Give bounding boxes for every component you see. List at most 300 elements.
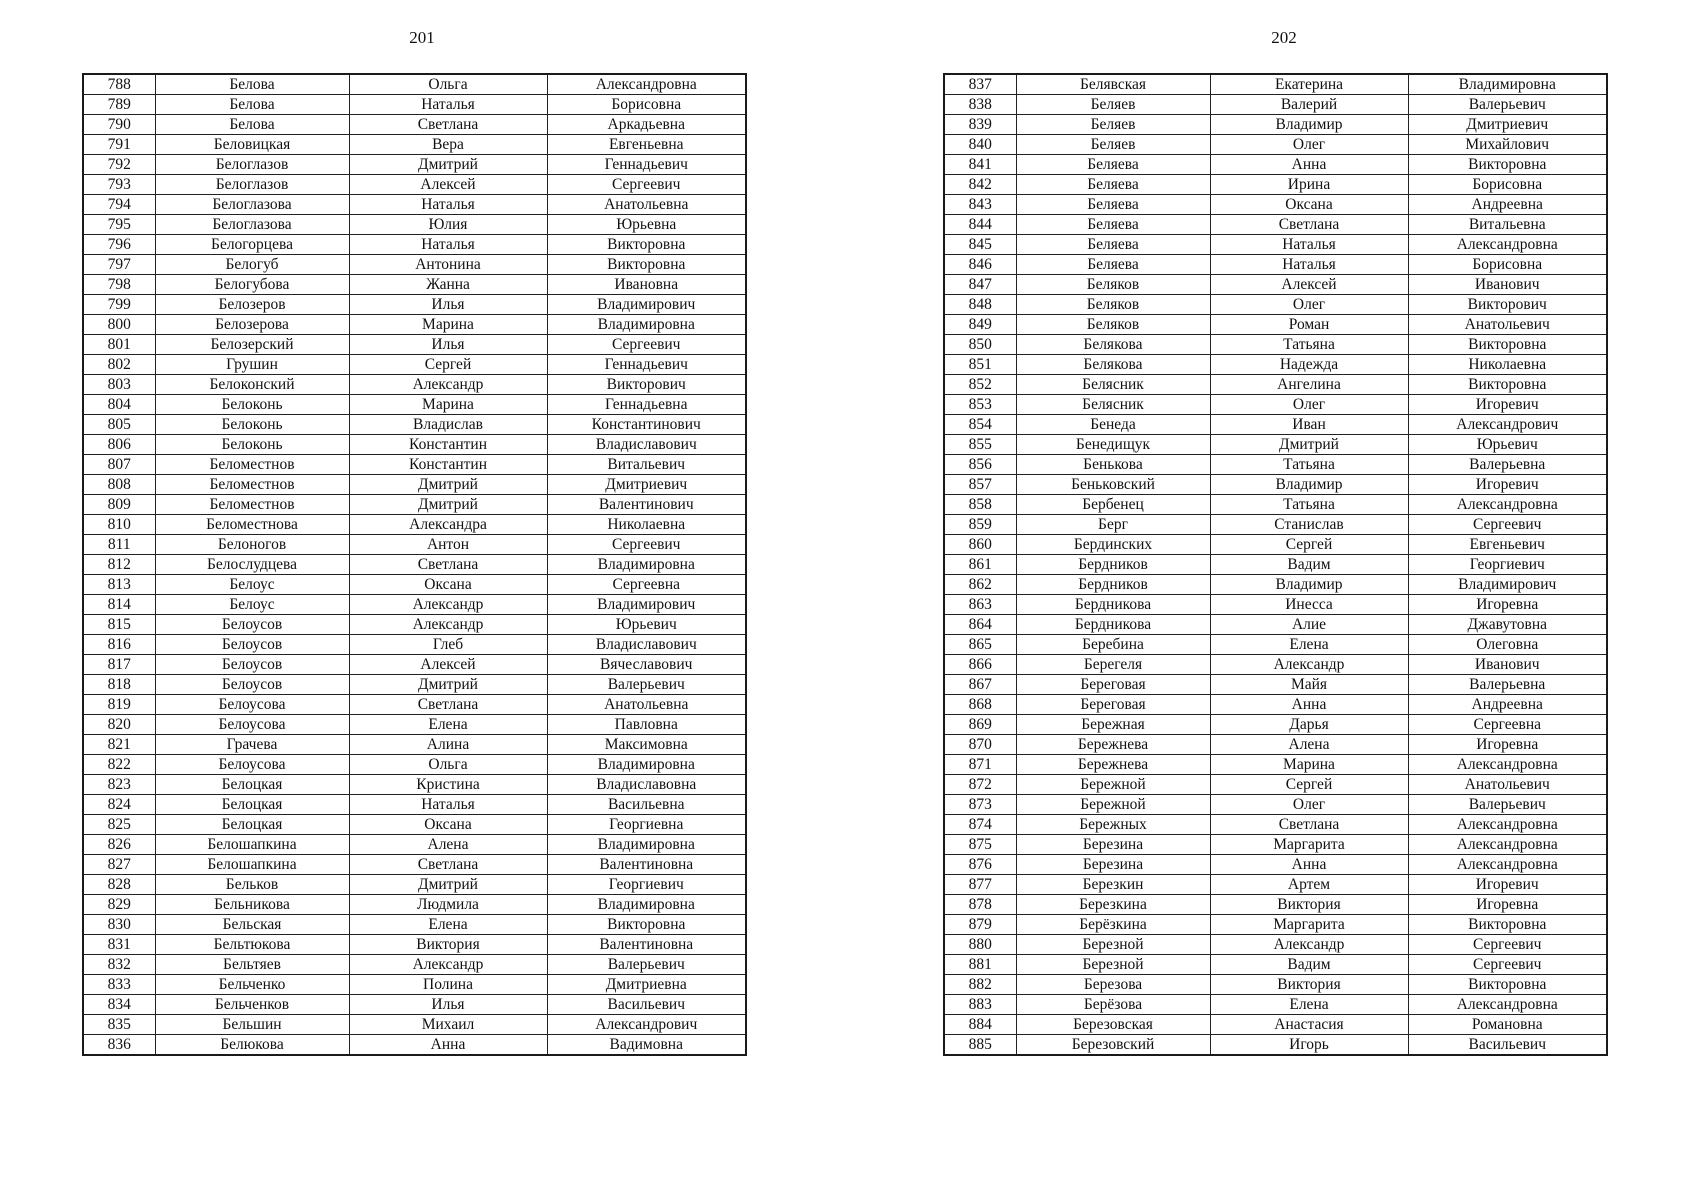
surname-cell: Белоглазов xyxy=(155,175,349,195)
table-row xyxy=(944,495,1607,515)
row-number-cell: 871 xyxy=(944,755,1016,775)
first-name-cell: Екатерина xyxy=(1210,74,1408,95)
first-name-cell: Александр xyxy=(349,955,547,975)
patronymic-cell: Викторовна xyxy=(1408,155,1607,175)
row-number-cell: 833 xyxy=(83,975,155,995)
row-number-cell: 868 xyxy=(944,695,1016,715)
surname-cell: Белогуб xyxy=(155,255,349,275)
surname-cell: Березина xyxy=(1016,835,1210,855)
row-number-cell: 834 xyxy=(83,995,155,1015)
table-row xyxy=(944,855,1607,875)
surname-cell: Березовский xyxy=(1016,1035,1210,1056)
table-row xyxy=(944,355,1607,375)
surname-cell: Белоус xyxy=(155,595,349,615)
surname-cell: Белюкова xyxy=(155,1035,349,1056)
table-row xyxy=(83,995,746,1015)
row-number-cell: 835 xyxy=(83,1015,155,1035)
table-row xyxy=(83,95,746,115)
first-name-cell: Владимир xyxy=(1210,475,1408,495)
table-row xyxy=(944,115,1607,135)
row-number-cell: 798 xyxy=(83,275,155,295)
first-name-cell: Анна xyxy=(1210,855,1408,875)
patronymic-cell: Александровна xyxy=(1408,815,1607,835)
patronymic-cell: Павловна xyxy=(547,715,746,735)
surname-cell: Беляева xyxy=(1016,195,1210,215)
row-number-cell: 837 xyxy=(944,74,1016,95)
row-number-cell: 811 xyxy=(83,535,155,555)
surname-cell: Белоконь xyxy=(155,415,349,435)
patronymic-cell: Георгиевич xyxy=(547,875,746,895)
patronymic-cell: Романовна xyxy=(1408,1015,1607,1035)
page-number-right: 202 xyxy=(1271,28,1297,47)
first-name-cell: Александр xyxy=(1210,655,1408,675)
table-row xyxy=(83,795,746,815)
first-name-cell: Маргарита xyxy=(1210,915,1408,935)
first-name-cell: Олег xyxy=(1210,295,1408,315)
first-name-cell: Дмитрий xyxy=(1210,435,1408,455)
table-row xyxy=(83,615,746,635)
surname-cell: Белоглазова xyxy=(155,195,349,215)
first-name-cell: Ирина xyxy=(1210,175,1408,195)
surname-cell: Бердникова xyxy=(1016,615,1210,635)
first-name-cell: Олег xyxy=(1210,135,1408,155)
first-name-cell: Артем xyxy=(1210,875,1408,895)
first-name-cell: Владимир xyxy=(1210,115,1408,135)
patronymic-cell: Анатольевич xyxy=(1408,315,1607,335)
table-row xyxy=(944,295,1607,315)
surname-cell: Белясник xyxy=(1016,395,1210,415)
surname-cell: Беньковский xyxy=(1016,475,1210,495)
table-row xyxy=(944,775,1607,795)
table-row xyxy=(944,255,1607,275)
first-name-cell: Константин xyxy=(349,435,547,455)
surname-cell: Белясник xyxy=(1016,375,1210,395)
first-name-cell: Юлия xyxy=(349,215,547,235)
table-row xyxy=(83,935,746,955)
patronymic-cell: Валерьевич xyxy=(1408,95,1607,115)
table-row xyxy=(83,315,746,335)
table-row xyxy=(83,195,746,215)
surname-cell: Бенедищук xyxy=(1016,435,1210,455)
table-row xyxy=(83,755,746,775)
patronymic-cell: Владиславович xyxy=(547,635,746,655)
surname-cell: Березина xyxy=(1016,855,1210,875)
surname-cell: Беляков xyxy=(1016,275,1210,295)
surname-cell: Белоконь xyxy=(155,395,349,415)
first-name-cell: Виктория xyxy=(1210,975,1408,995)
first-name-cell: Наталья xyxy=(349,795,547,815)
table-row xyxy=(83,215,746,235)
first-name-cell: Илья xyxy=(349,295,547,315)
patronymic-cell: Владимирович xyxy=(1408,575,1607,595)
row-number-cell: 853 xyxy=(944,395,1016,415)
first-name-cell: Марина xyxy=(1210,755,1408,775)
first-name-cell: Татьяна xyxy=(1210,495,1408,515)
first-name-cell: Анастасия xyxy=(1210,1015,1408,1035)
first-name-cell: Жанна xyxy=(349,275,547,295)
table-row xyxy=(944,315,1607,335)
surname-cell: Беляева xyxy=(1016,255,1210,275)
patronymic-cell: Михайлович xyxy=(1408,135,1607,155)
first-name-cell: Оксана xyxy=(349,815,547,835)
row-number-cell: 876 xyxy=(944,855,1016,875)
row-number-cell: 865 xyxy=(944,635,1016,655)
surname-cell: Белоусова xyxy=(155,715,349,735)
patronymic-cell: Владимировна xyxy=(547,315,746,335)
patronymic-cell: Валентиновна xyxy=(547,855,746,875)
surname-cell: Березной xyxy=(1016,955,1210,975)
table-row xyxy=(83,495,746,515)
patronymic-cell: Александровна xyxy=(1408,835,1607,855)
surname-cell: Бердников xyxy=(1016,575,1210,595)
first-name-cell: Маргарита xyxy=(1210,835,1408,855)
row-number-cell: 842 xyxy=(944,175,1016,195)
first-name-cell: Ольга xyxy=(349,755,547,775)
table-row xyxy=(944,235,1607,255)
table-row xyxy=(944,195,1607,215)
first-name-cell: Дмитрий xyxy=(349,675,547,695)
first-name-cell: Вадим xyxy=(1210,955,1408,975)
table-row xyxy=(83,735,746,755)
row-number-cell: 824 xyxy=(83,795,155,815)
table-row xyxy=(83,955,746,975)
roster-table-left xyxy=(82,73,747,1056)
patronymic-cell: Юрьевна xyxy=(547,215,746,235)
patronymic-cell: Викторовна xyxy=(1408,975,1607,995)
patronymic-cell: Евгеньевич xyxy=(1408,535,1607,555)
surname-cell: Белозеров xyxy=(155,295,349,315)
first-name-cell: Алексей xyxy=(1210,275,1408,295)
surname-cell: Бербенец xyxy=(1016,495,1210,515)
first-name-cell: Александр xyxy=(1210,935,1408,955)
row-number-cell: 836 xyxy=(83,1035,155,1056)
patronymic-cell: Георгиевич xyxy=(1408,555,1607,575)
surname-cell: Белоцкая xyxy=(155,815,349,835)
row-number-cell: 803 xyxy=(83,375,155,395)
patronymic-cell: Александрович xyxy=(1408,415,1607,435)
first-name-cell: Олег xyxy=(1210,795,1408,815)
table-row xyxy=(83,815,746,835)
patronymic-cell: Борисовна xyxy=(1408,255,1607,275)
surname-cell: Береговая xyxy=(1016,675,1210,695)
patronymic-cell: Андреевна xyxy=(1408,195,1607,215)
row-number-cell: 802 xyxy=(83,355,155,375)
table-row xyxy=(83,915,746,935)
first-name-cell: Наталья xyxy=(349,195,547,215)
first-name-cell: Илья xyxy=(349,335,547,355)
first-name-cell: Светлана xyxy=(349,695,547,715)
table-row xyxy=(83,895,746,915)
surname-cell: Белоусов xyxy=(155,655,349,675)
table-row xyxy=(944,575,1607,595)
first-name-cell: Антон xyxy=(349,535,547,555)
row-number-cell: 883 xyxy=(944,995,1016,1015)
patronymic-cell: Сергеевич xyxy=(547,535,746,555)
row-number-cell: 840 xyxy=(944,135,1016,155)
patronymic-cell: Аркадьевна xyxy=(547,115,746,135)
table-row xyxy=(83,1035,746,1056)
first-name-cell: Полина xyxy=(349,975,547,995)
surname-cell: Бенькова xyxy=(1016,455,1210,475)
surname-cell: Бельченков xyxy=(155,995,349,1015)
first-name-cell: Людмила xyxy=(349,895,547,915)
patronymic-cell: Александровна xyxy=(547,74,746,95)
table-row xyxy=(944,535,1607,555)
row-number-cell: 805 xyxy=(83,415,155,435)
table-row xyxy=(944,955,1607,975)
surname-cell: Беловицкая xyxy=(155,135,349,155)
table-row xyxy=(83,115,746,135)
surname-cell: Белякова xyxy=(1016,335,1210,355)
first-name-cell: Алена xyxy=(1210,735,1408,755)
surname-cell: Беляева xyxy=(1016,155,1210,175)
patronymic-cell: Вадимовна xyxy=(547,1035,746,1056)
patronymic-cell: Юрьевич xyxy=(547,615,746,635)
row-number-cell: 864 xyxy=(944,615,1016,635)
row-number-cell: 829 xyxy=(83,895,155,915)
table-row xyxy=(944,715,1607,735)
row-number-cell: 881 xyxy=(944,955,1016,975)
first-name-cell: Наталья xyxy=(349,235,547,255)
surname-cell: Беляева xyxy=(1016,175,1210,195)
surname-cell: Беломестнова xyxy=(155,515,349,535)
row-number-cell: 818 xyxy=(83,675,155,695)
first-name-cell: Иван xyxy=(1210,415,1408,435)
row-number-cell: 815 xyxy=(83,615,155,635)
patronymic-cell: Анатольевна xyxy=(547,195,746,215)
row-number-cell: 855 xyxy=(944,435,1016,455)
patronymic-cell: Валерьевич xyxy=(1408,795,1607,815)
surname-cell: Берг xyxy=(1016,515,1210,535)
table-row xyxy=(944,555,1607,575)
table-row xyxy=(83,395,746,415)
surname-cell: Белоусов xyxy=(155,675,349,695)
first-name-cell: Александр xyxy=(349,615,547,635)
patronymic-cell: Викторовна xyxy=(547,255,746,275)
table-row xyxy=(83,515,746,535)
first-name-cell: Дмитрий xyxy=(349,155,547,175)
first-name-cell: Дарья xyxy=(1210,715,1408,735)
surname-cell: Белоусова xyxy=(155,695,349,715)
surname-cell: Белозерский xyxy=(155,335,349,355)
surname-cell: Беляев xyxy=(1016,135,1210,155)
surname-cell: Беляева xyxy=(1016,235,1210,255)
row-number-cell: 850 xyxy=(944,335,1016,355)
surname-cell: Березовская xyxy=(1016,1015,1210,1035)
first-name-cell: Александр xyxy=(349,595,547,615)
patronymic-cell: Геннадьевич xyxy=(547,155,746,175)
patronymic-cell: Борисовна xyxy=(547,95,746,115)
surname-cell: Березова xyxy=(1016,975,1210,995)
table-row xyxy=(944,375,1607,395)
first-name-cell: Ольга xyxy=(349,74,547,95)
patronymic-cell: Сергеевич xyxy=(1408,935,1607,955)
roster-table-right xyxy=(943,73,1608,1056)
surname-cell: Бельков xyxy=(155,875,349,895)
surname-cell: Бельникова xyxy=(155,895,349,915)
patronymic-cell: Юрьевич xyxy=(1408,435,1607,455)
table-row xyxy=(83,255,746,275)
row-number-cell: 867 xyxy=(944,675,1016,695)
first-name-cell: Светлана xyxy=(1210,215,1408,235)
surname-cell: Белоусова xyxy=(155,755,349,775)
patronymic-cell: Геннадьевна xyxy=(547,395,746,415)
patronymic-cell: Александровна xyxy=(1408,755,1607,775)
patronymic-cell: Андреевна xyxy=(1408,695,1607,715)
row-number-cell: 848 xyxy=(944,295,1016,315)
table-row xyxy=(944,275,1607,295)
row-number-cell: 795 xyxy=(83,215,155,235)
table-row xyxy=(944,335,1607,355)
row-number-cell: 814 xyxy=(83,595,155,615)
surname-cell: Березкина xyxy=(1016,895,1210,915)
first-name-cell: Владимир xyxy=(1210,575,1408,595)
table-row xyxy=(944,455,1607,475)
table-row xyxy=(83,475,746,495)
surname-cell: Березной xyxy=(1016,935,1210,955)
patronymic-cell: Борисовна xyxy=(1408,175,1607,195)
patronymic-cell: Игоревич xyxy=(1408,395,1607,415)
row-number-cell: 825 xyxy=(83,815,155,835)
first-name-cell: Дмитрий xyxy=(349,875,547,895)
patronymic-cell: Иванович xyxy=(1408,655,1607,675)
surname-cell: Белоконь xyxy=(155,435,349,455)
table-row xyxy=(944,655,1607,675)
patronymic-cell: Джавутовна xyxy=(1408,615,1607,635)
row-number-cell: 879 xyxy=(944,915,1016,935)
surname-cell: Бердников xyxy=(1016,555,1210,575)
table-row xyxy=(944,615,1607,635)
surname-cell: Беломестнов xyxy=(155,475,349,495)
first-name-cell: Михаил xyxy=(349,1015,547,1035)
patronymic-cell: Евгеньевна xyxy=(547,135,746,155)
surname-cell: Белогубова xyxy=(155,275,349,295)
patronymic-cell: Геннадьевич xyxy=(547,355,746,375)
first-name-cell: Татьяна xyxy=(1210,455,1408,475)
first-name-cell: Наталья xyxy=(349,95,547,115)
table-row xyxy=(83,175,746,195)
first-name-cell: Валерий xyxy=(1210,95,1408,115)
row-number-cell: 841 xyxy=(944,155,1016,175)
first-name-cell: Оксана xyxy=(349,575,547,595)
row-number-cell: 885 xyxy=(944,1035,1016,1056)
table-row xyxy=(944,755,1607,775)
first-name-cell: Елена xyxy=(349,715,547,735)
patronymic-cell: Владимировна xyxy=(547,835,746,855)
patronymic-cell: Ивановна xyxy=(547,275,746,295)
patronymic-cell: Валентинович xyxy=(547,495,746,515)
table-row xyxy=(944,135,1607,155)
first-name-cell: Оксана xyxy=(1210,195,1408,215)
surname-cell: Бельченко xyxy=(155,975,349,995)
surname-cell: Белошапкина xyxy=(155,855,349,875)
row-number-cell: 812 xyxy=(83,555,155,575)
table-row xyxy=(944,1015,1607,1035)
patronymic-cell: Игоревна xyxy=(1408,735,1607,755)
patronymic-cell: Константинович xyxy=(547,415,746,435)
patronymic-cell: Сергеевич xyxy=(1408,955,1607,975)
patronymic-cell: Александрович xyxy=(547,1015,746,1035)
surname-cell: Грушин xyxy=(155,355,349,375)
row-number-cell: 794 xyxy=(83,195,155,215)
first-name-cell: Сергей xyxy=(1210,535,1408,555)
first-name-cell: Алие xyxy=(1210,615,1408,635)
table-row xyxy=(83,535,746,555)
table-row xyxy=(83,715,746,735)
surname-cell: Бережнева xyxy=(1016,735,1210,755)
table-row xyxy=(83,135,746,155)
row-number-cell: 819 xyxy=(83,695,155,715)
table-row xyxy=(83,835,746,855)
row-number-cell: 800 xyxy=(83,315,155,335)
surname-cell: Белоглазов xyxy=(155,155,349,175)
patronymic-cell: Васильевич xyxy=(1408,1035,1607,1056)
first-name-cell: Татьяна xyxy=(1210,335,1408,355)
surname-cell: Бережных xyxy=(1016,815,1210,835)
patronymic-cell: Александровна xyxy=(1408,995,1607,1015)
row-number-cell: 827 xyxy=(83,855,155,875)
surname-cell: Белоусов xyxy=(155,615,349,635)
page-number-left: 201 xyxy=(409,28,435,47)
first-name-cell: Марина xyxy=(349,315,547,335)
surname-cell: Бердникова xyxy=(1016,595,1210,615)
row-number-cell: 849 xyxy=(944,315,1016,335)
patronymic-cell: Иванович xyxy=(1408,275,1607,295)
patronymic-cell: Валерьевна xyxy=(1408,675,1607,695)
first-name-cell: Александр xyxy=(349,375,547,395)
patronymic-cell: Николаевна xyxy=(1408,355,1607,375)
surname-cell: Бережная xyxy=(1016,715,1210,735)
first-name-cell: Сергей xyxy=(349,355,547,375)
table-row xyxy=(944,895,1607,915)
patronymic-cell: Анатольевич xyxy=(1408,775,1607,795)
patronymic-cell: Георгиевна xyxy=(547,815,746,835)
patronymic-cell: Дмитриевич xyxy=(1408,115,1607,135)
first-name-cell: Владислав xyxy=(349,415,547,435)
table-row xyxy=(83,235,746,255)
patronymic-cell: Игоревич xyxy=(1408,475,1607,495)
patronymic-cell: Викторовна xyxy=(547,235,746,255)
row-number-cell: 832 xyxy=(83,955,155,975)
row-number-cell: 792 xyxy=(83,155,155,175)
row-number-cell: 882 xyxy=(944,975,1016,995)
row-number-cell: 866 xyxy=(944,655,1016,675)
table-row xyxy=(944,395,1607,415)
patronymic-cell: Викторович xyxy=(547,375,746,395)
patronymic-cell: Дмитриевна xyxy=(547,975,746,995)
surname-cell: Белоконский xyxy=(155,375,349,395)
row-number-cell: 822 xyxy=(83,755,155,775)
surname-cell: Бенеда xyxy=(1016,415,1210,435)
table-row xyxy=(83,555,746,575)
surname-cell: Белослудцева xyxy=(155,555,349,575)
patronymic-cell: Валерьевич xyxy=(547,955,746,975)
row-number-cell: 816 xyxy=(83,635,155,655)
patronymic-cell: Сергеевич xyxy=(1408,515,1607,535)
patronymic-cell: Игоревна xyxy=(1408,895,1607,915)
surname-cell: Бережнева xyxy=(1016,755,1210,775)
surname-cell: Беляев xyxy=(1016,115,1210,135)
row-number-cell: 831 xyxy=(83,935,155,955)
patronymic-cell: Дмитриевич xyxy=(547,475,746,495)
table-row xyxy=(944,695,1607,715)
row-number-cell: 790 xyxy=(83,115,155,135)
row-number-cell: 789 xyxy=(83,95,155,115)
patronymic-cell: Викторович xyxy=(1408,295,1607,315)
row-number-cell: 810 xyxy=(83,515,155,535)
table-row xyxy=(83,575,746,595)
table-row xyxy=(83,855,746,875)
